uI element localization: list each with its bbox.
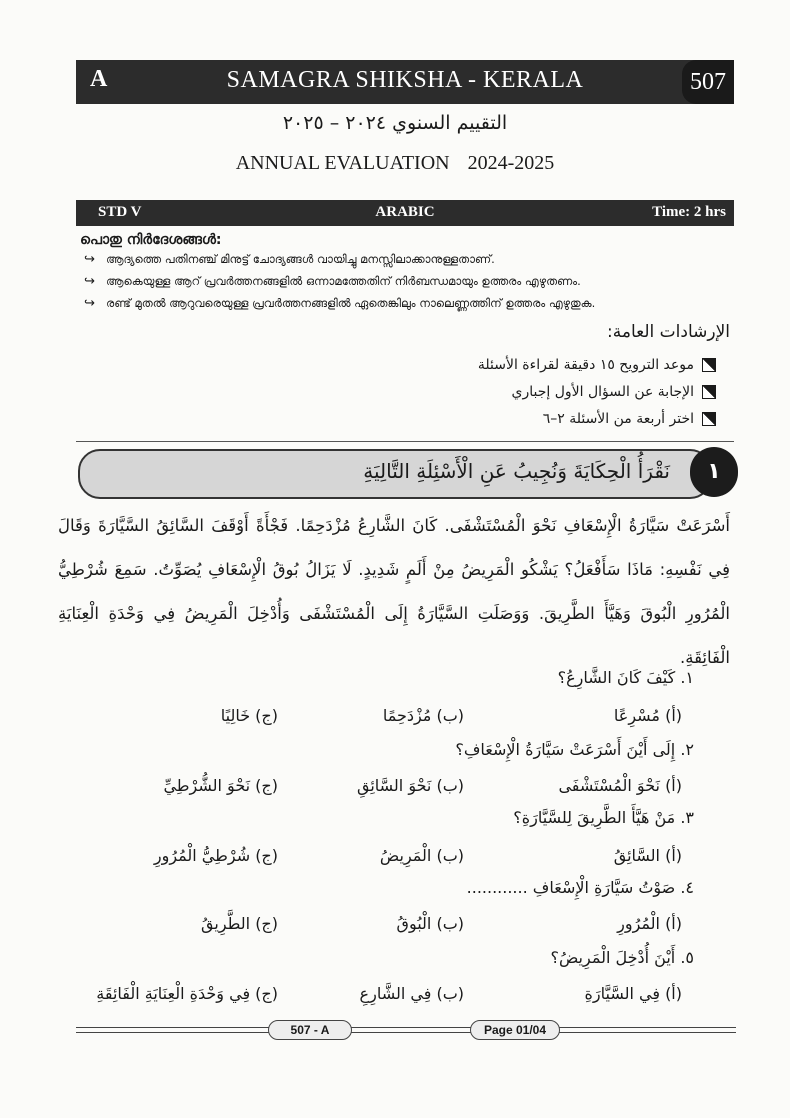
option-a: (أ) نَحْوَ الْمُسْتَشْفَى [558, 776, 682, 795]
arabic-instructions-heading: الإرشادات العامة: [607, 322, 730, 342]
page-indicator: Page 01/04 [470, 1020, 560, 1040]
english-exam-title [0, 152, 790, 175]
malayalam-instruction: ↪ ആകെയുള്ള ആറ് പ്രവർത്തനങ്ങളിൽ ഒന്നാമത്തേതിന് നിർബന്ധമായും ഉത്തരം എഴുതണം. [84, 274, 581, 289]
exam-name: ANNUAL EVALUATION [235, 152, 450, 174]
subquestion: ٤. صَوْتُ سَيَّارَةِ الْإِسْعَافِ ............ [466, 878, 694, 897]
option-c: (ج) خَالِيًا [220, 706, 278, 725]
option-c: (ج) نَحْوَ الشُّرْطِيِّ [163, 776, 278, 795]
time-label: Time: 2 hrs [652, 204, 726, 220]
arabic-instruction: اختر أربعة من الأسئلة ٢–٦ [543, 411, 716, 427]
exam-year: 2024-2025 [467, 152, 555, 174]
checkbox-icon [702, 412, 716, 426]
subquestion: ٥. أَيْنَ أُدْخِلَ الْمَرِيضُ؟ [550, 948, 694, 967]
option-c: (ج) شُرْطِيُّ الْمُرُورِ [153, 846, 278, 865]
footer-code: 507 - A [268, 1020, 352, 1040]
subject-label: ARABIC [375, 204, 435, 220]
malayalam-instructions-heading: പൊതു നിർദേശങ്ങൾ: [80, 232, 222, 248]
option-a: (أ) مُسْرِعًا [613, 706, 682, 725]
std-label: STD V [98, 204, 142, 220]
option-a: (أ) فِي السَّيَّارَةِ [584, 984, 682, 1003]
paper-code: 507 [682, 60, 734, 104]
option-b: (ب) فِي الشَّارِعِ [359, 984, 464, 1003]
malayalam-instruction: ↪ രണ്ട് മുതൽ ആറുവരെയുള്ള പ്രവർത്തനങ്ങളിൽ ഏതെങ്കിലും നാലെണ്ണത്തിന് ഉത്തരം എഴുതുക. [84, 296, 596, 311]
arabic-exam-title: التقييم السنوي ٢٠٢٤ – ٢٠٢٥ [282, 112, 508, 134]
checkbox-icon [702, 385, 716, 399]
org-title: SAMAGRA SHIKSHA - KERALA [226, 67, 584, 93]
option-b: (ب) مُزْدَحِمًا [382, 706, 464, 725]
checkbox-icon [702, 358, 716, 372]
reading-passage: أَسْرَعَتْ سَيَّارَةُ الْإِسْعَافِ نَحْوَ الْمُسْتَشْفَى. كَانَ الشَّارِعُ مُزْدَحِمًا. فَجْأَةً أَوْقَفَ السَّائِقُ السَّيَّارَةَ وَقَالَ فِي نَفْسِهِ: مَاذَا سَأَفْعَلُ؟ يَشْكُو الْمَرِيضُ مِنْ أَلَمٍ شَدِيدٍ. لَا يَزَالُ بُوقُ الْإِسْعَافِ يُصَوِّتُ. سَمِعَ شُرْطِيُّ الْمُرُورِ الْبُوقَ وَهَيَّأَ الطَّرِيقَ. وَوَصَلَتِ السَّيَّارَةُ إِلَى الْمُسْتَشْفَى وَأُدْخِلَ الْمَرِيضُ فِي وَحْدَةِ الْعِنَايَةِ الْفَائِقَةِ. [58, 516, 730, 667]
option-c: (ج) فِي وَحْدَةِ الْعِنَايَةِ الْفَائِقَةِ [96, 984, 278, 1003]
subquestion: ٣. مَنْ هَيَّأَ الطَّرِيقَ لِلسَّيَّارَةِ؟ [513, 808, 694, 827]
question-number-badge: ١ [690, 447, 738, 497]
arrow-icon: ↪ [84, 252, 95, 267]
option-a: (أ) الْمُرُورِ [617, 914, 682, 933]
option-c: (ج) الطَّرِيقُ [201, 914, 278, 933]
arrow-icon: ↪ [84, 296, 95, 311]
std-bar [76, 200, 734, 226]
arrow-icon: ↪ [84, 274, 95, 289]
set-letter: A [90, 66, 108, 92]
arabic-instruction: موعد الترويح ١٥ دقيقة لقراءة الأسئلة [478, 357, 716, 373]
subquestion: ١. كَيْفَ كَانَ الشَّارِعُ؟ [557, 668, 694, 687]
footer-rule [76, 1027, 736, 1033]
subquestion: ٢. إِلَى أَيْنَ أَسْرَعَتْ سَيَّارَةُ الْإِسْعَافِ؟ [455, 740, 694, 759]
option-b: (ب) نَحْوَ السَّائِقِ [356, 776, 464, 795]
header-bar [76, 60, 734, 104]
question-banner [78, 449, 712, 499]
arabic-instruction: الإجابة عن السؤال الأول إجباري [511, 384, 716, 400]
question-instruction: نَقْرَأُ الْحِكَايَةَ وَنُجِيبُ عَنِ الْأَسْئِلَةِ التَّالِيَةِ [363, 459, 670, 483]
malayalam-instruction: ↪ ആദ്യത്തെ പതിനഞ്ച് മിനുട്ട് ചോദ്യങ്ങൾ വായിച്ചു മനസ്സിലാക്കാനുള്ളതാണ്. [84, 252, 495, 267]
option-b: (ب) الْمَرِيضُ [379, 846, 464, 865]
section-divider [76, 441, 734, 442]
option-b: (ب) الْبُوقُ [396, 914, 464, 933]
option-a: (أ) السَّائِقُ [613, 846, 682, 865]
